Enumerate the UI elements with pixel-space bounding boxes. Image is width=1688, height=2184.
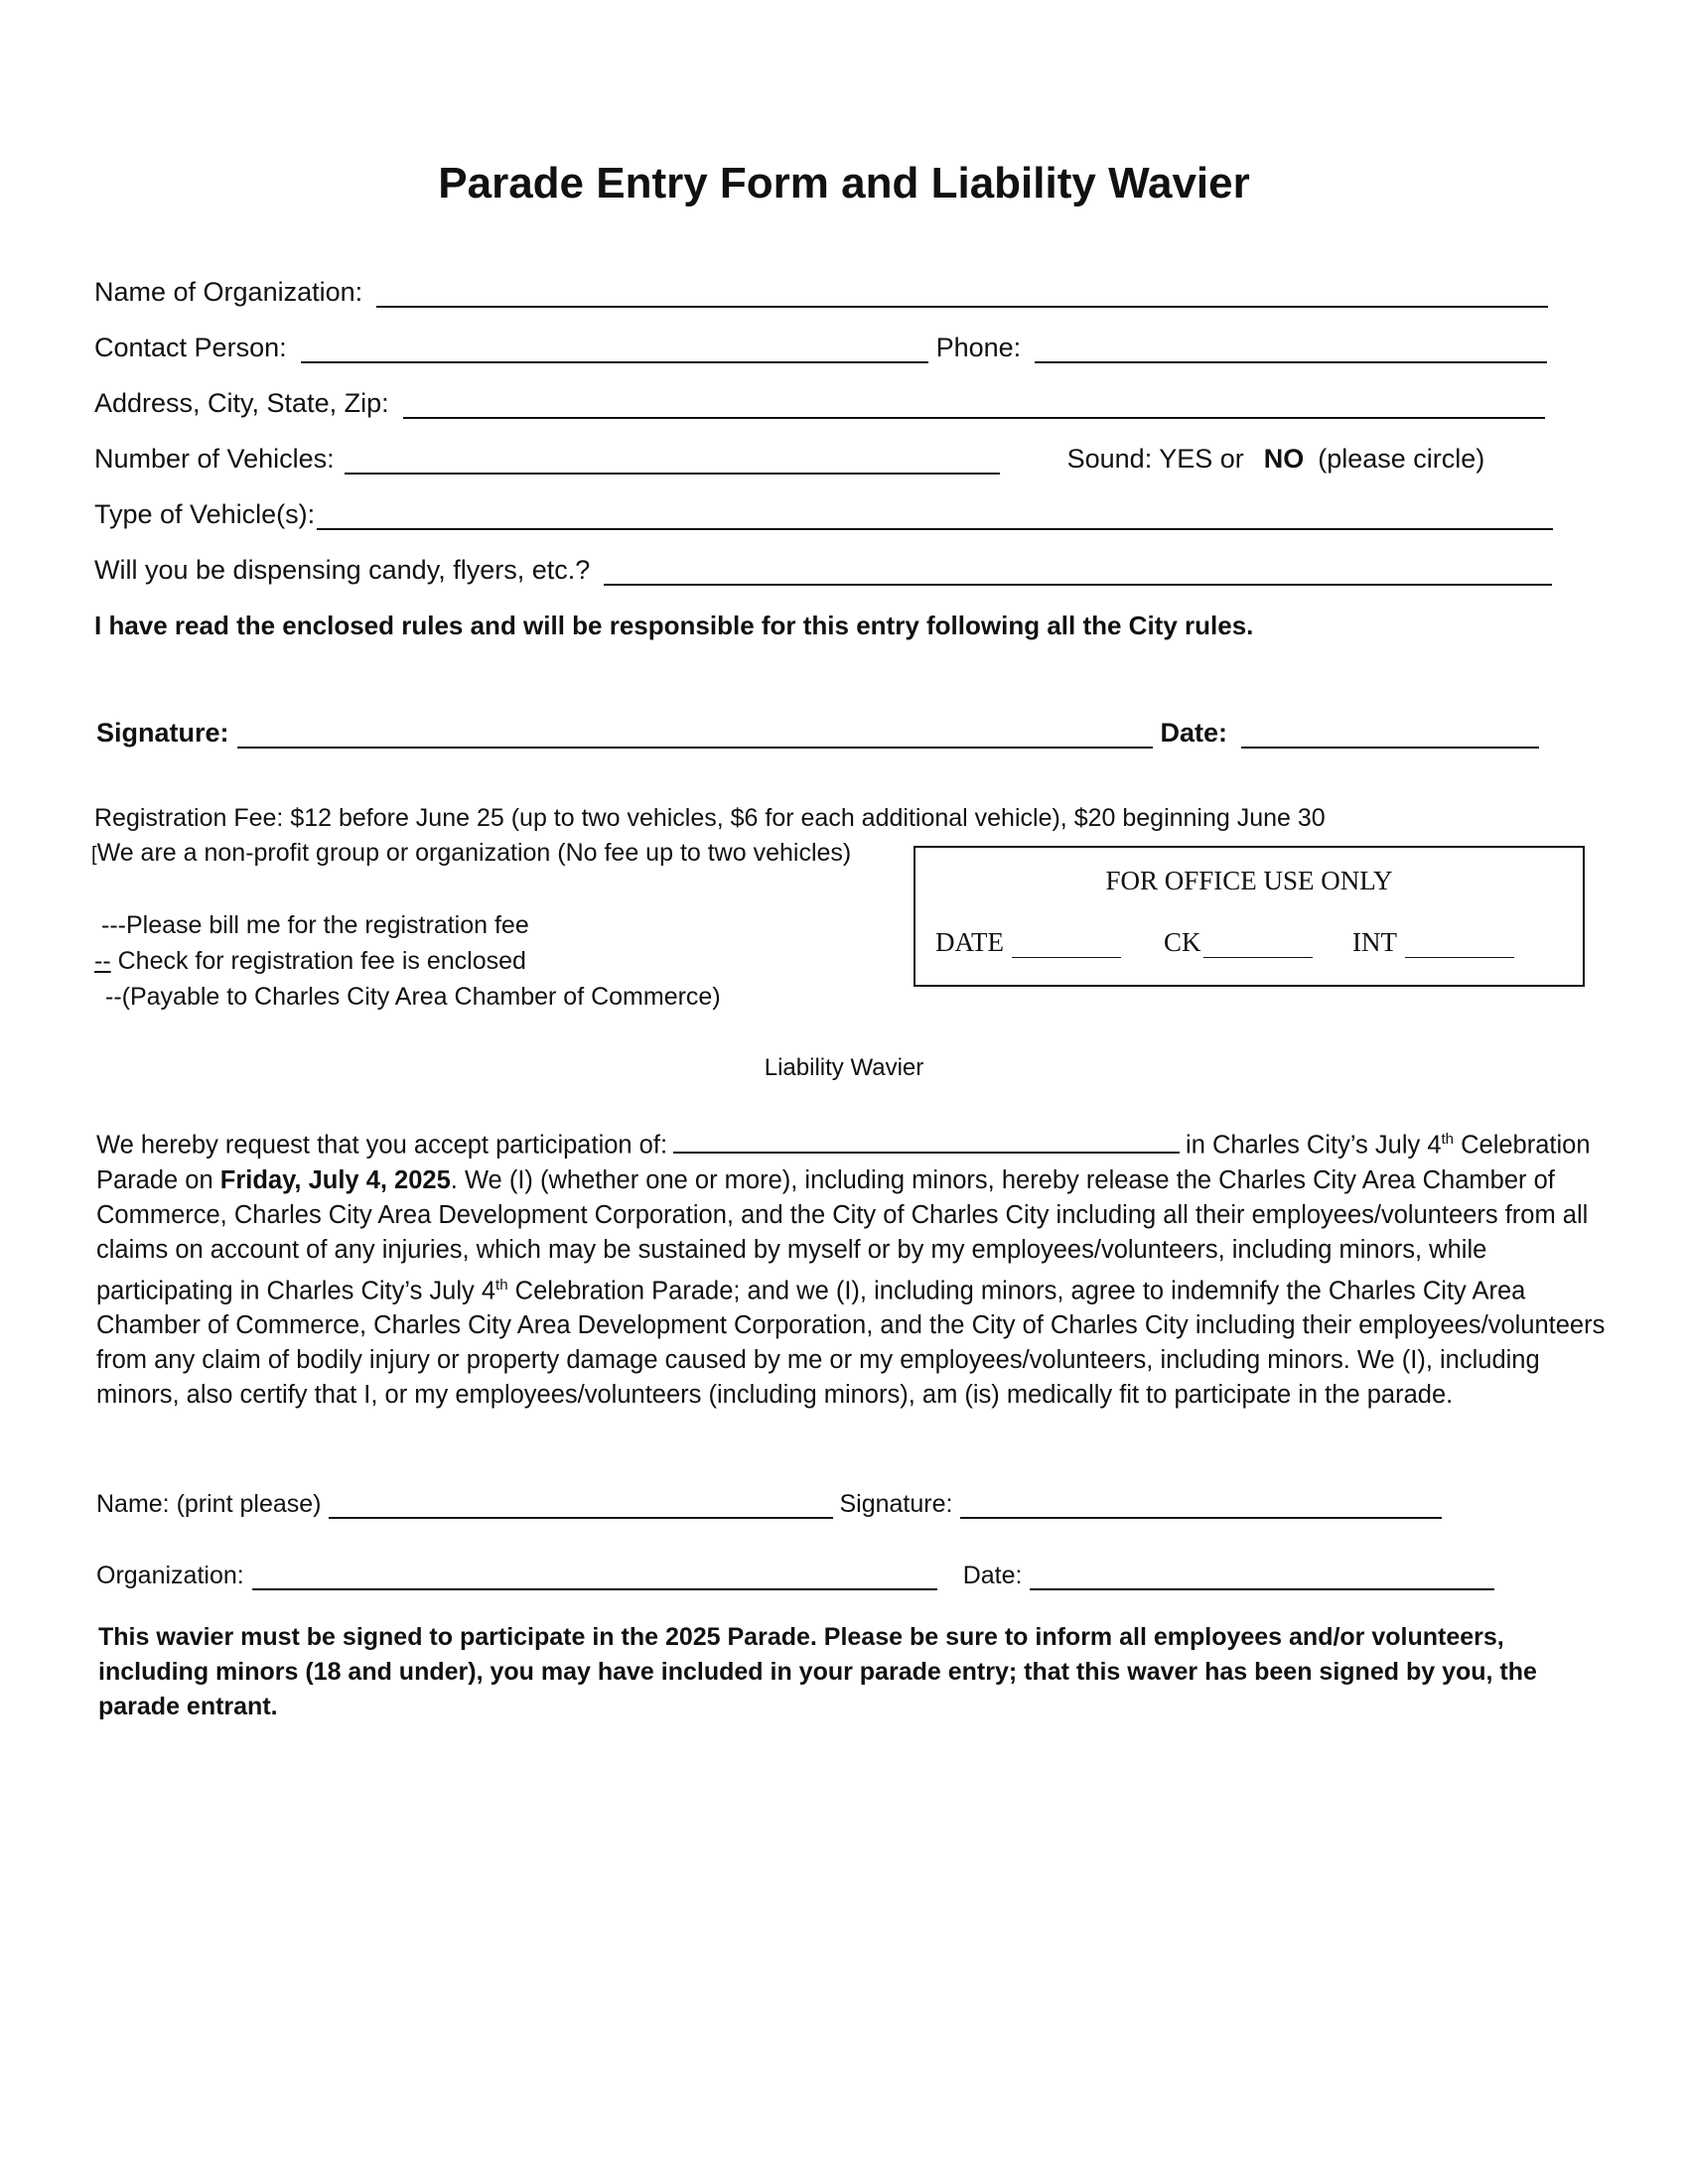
waiver-heading: Liability Wavier	[764, 1054, 924, 1081]
vehicle-type-label: Type of Vehicle(s):	[94, 499, 316, 529]
closing-note: This wavier must be signed to participate in the 2025 Parade. Please be sure to inform all employees and/or volunteers, including minors (18 and under), you may have included in your parade entry; that this waver has been signed by you, the parade entrant.	[98, 1623, 1537, 1720]
waiver-date-field[interactable]	[1030, 1559, 1494, 1590]
waiver-org-row	[96, 1551, 1494, 1590]
sound-no-option[interactable]: NO	[1263, 444, 1305, 474]
phone-label: Phone:	[935, 333, 1022, 362]
nonprofit-text: We are a non-profit group or organization (No fee up to two vehicles)	[96, 839, 852, 867]
office-int-label: INT	[1352, 927, 1397, 957]
contact-field[interactable]	[301, 332, 928, 363]
waiver-name-field[interactable]	[329, 1487, 833, 1519]
check-text: Check for registration fee is enclosed	[117, 947, 526, 975]
office-date-label: DATE	[935, 927, 1004, 957]
waiver-text-end: Celebration Parade; and we (I), including minors, agree to indemnify the Charles City Area Chamber of Commerce, Charles City Area Development Corporation, and the City of Charles City including their employees/volunteers from any claim of bodily injury or property damage caused by me or my employees/volunteers, including minors. We (I), including minors, also certify that I, or my employees/volunteers (including minors), am (is) medically fit to participate in the parade.	[96, 1277, 1606, 1409]
organization-row	[94, 268, 1548, 308]
office-use-box	[914, 846, 1585, 987]
sound-suffix: (please circle)	[1318, 444, 1485, 474]
organization-label: Name of Organization:	[94, 277, 363, 307]
waiver-name-label: Name: (print please)	[96, 1490, 322, 1518]
registration-fee-text: Registration Fee: $12 before June 25 (up to two vehicles, $6 for each additional vehicle), $20 beginning June 30	[94, 804, 1326, 832]
phone-field[interactable]	[1035, 332, 1547, 363]
contact-label: Contact Person:	[94, 333, 287, 362]
office-ck-field	[1164, 927, 1313, 958]
waiver-organization-field[interactable]	[252, 1559, 937, 1590]
signature-label: Signature:	[96, 718, 229, 748]
nonprofit-option[interactable]	[91, 839, 851, 868]
address-label: Address, City, State, Zip:	[94, 388, 389, 418]
vehicles-field[interactable]	[345, 443, 1000, 475]
superscript-th-2: th	[495, 1276, 508, 1294]
check-marker: --	[94, 947, 111, 975]
office-date-line[interactable]	[1012, 933, 1121, 958]
superscript-th: th	[1441, 1131, 1455, 1148]
candy-field[interactable]	[604, 554, 1552, 586]
payable-text: --(Payable to Charles City Area Chamber of Commerce)	[105, 983, 721, 1011]
agreement-text: I have read the enclosed rules and will be responsible for this entry following all the City rules.	[94, 611, 1254, 640]
office-int-field	[1352, 927, 1514, 958]
vehicle-type-row	[94, 490, 1553, 530]
signature-row	[96, 709, 1539, 749]
signature-field[interactable]	[237, 717, 1153, 749]
office-date-field	[935, 927, 1121, 958]
office-int-line[interactable]	[1405, 933, 1514, 958]
check-enclosed-option[interactable]	[94, 947, 526, 976]
organization-field[interactable]	[376, 276, 1548, 308]
waiver-text-mid: . We (I) (whether one or more), including minors, hereby release the Charles City Area Chamber of Commerce, Charles City Area Development Corporation, and the City of Charles City including all their employees/volunteers from all claims on account of any injuries, which may be sustained by myself or by my employees/volunteers, including minors, while participating in Charles City’s July 4	[96, 1165, 1589, 1304]
participant-name-field[interactable]	[673, 1128, 1180, 1154]
candy-label: Will you be dispensing candy, flyers, etc.?	[94, 555, 591, 585]
waiver-signature-label: Signature:	[839, 1490, 953, 1518]
address-field[interactable]	[403, 387, 1545, 419]
parade-date: Friday, July 4, 2025	[219, 1165, 451, 1194]
bill-me-option[interactable]: ---Please bill me for the registration fee	[101, 911, 529, 939]
date-label: Date:	[1160, 718, 1228, 748]
waiver-text-start: We hereby request that you accept participation of:	[96, 1131, 668, 1160]
vehicles-label: Number of Vehicles:	[94, 444, 335, 474]
vehicle-type-field[interactable]	[317, 498, 1553, 530]
form-title: Parade Entry Form and Liability Wavier	[438, 159, 1250, 207]
waiver-signature-field[interactable]	[960, 1487, 1442, 1519]
contact-row	[94, 324, 1547, 363]
waiver-name-row	[96, 1479, 1442, 1519]
address-row	[94, 379, 1545, 419]
date-field[interactable]	[1241, 717, 1539, 749]
checkbox-bracket-icon: [	[91, 844, 97, 866]
waiver-paragraph	[96, 1122, 1606, 1413]
candy-row	[94, 546, 1552, 586]
office-use-heading: FOR OFFICE USE ONLY	[1105, 866, 1393, 895]
waiver-text-celebration: Celebration Parade on	[96, 1131, 1591, 1194]
vehicles-row	[94, 435, 1484, 475]
agreement-row	[94, 602, 1253, 641]
waiver-text-city: in Charles City’s July 4	[1186, 1131, 1442, 1160]
sound-prefix: Sound: YES or	[1066, 444, 1244, 474]
waiver-date-label: Date:	[962, 1562, 1023, 1589]
office-ck-line[interactable]	[1203, 933, 1313, 958]
office-ck-label: CK	[1164, 927, 1201, 957]
waiver-organization-label: Organization:	[96, 1562, 244, 1589]
